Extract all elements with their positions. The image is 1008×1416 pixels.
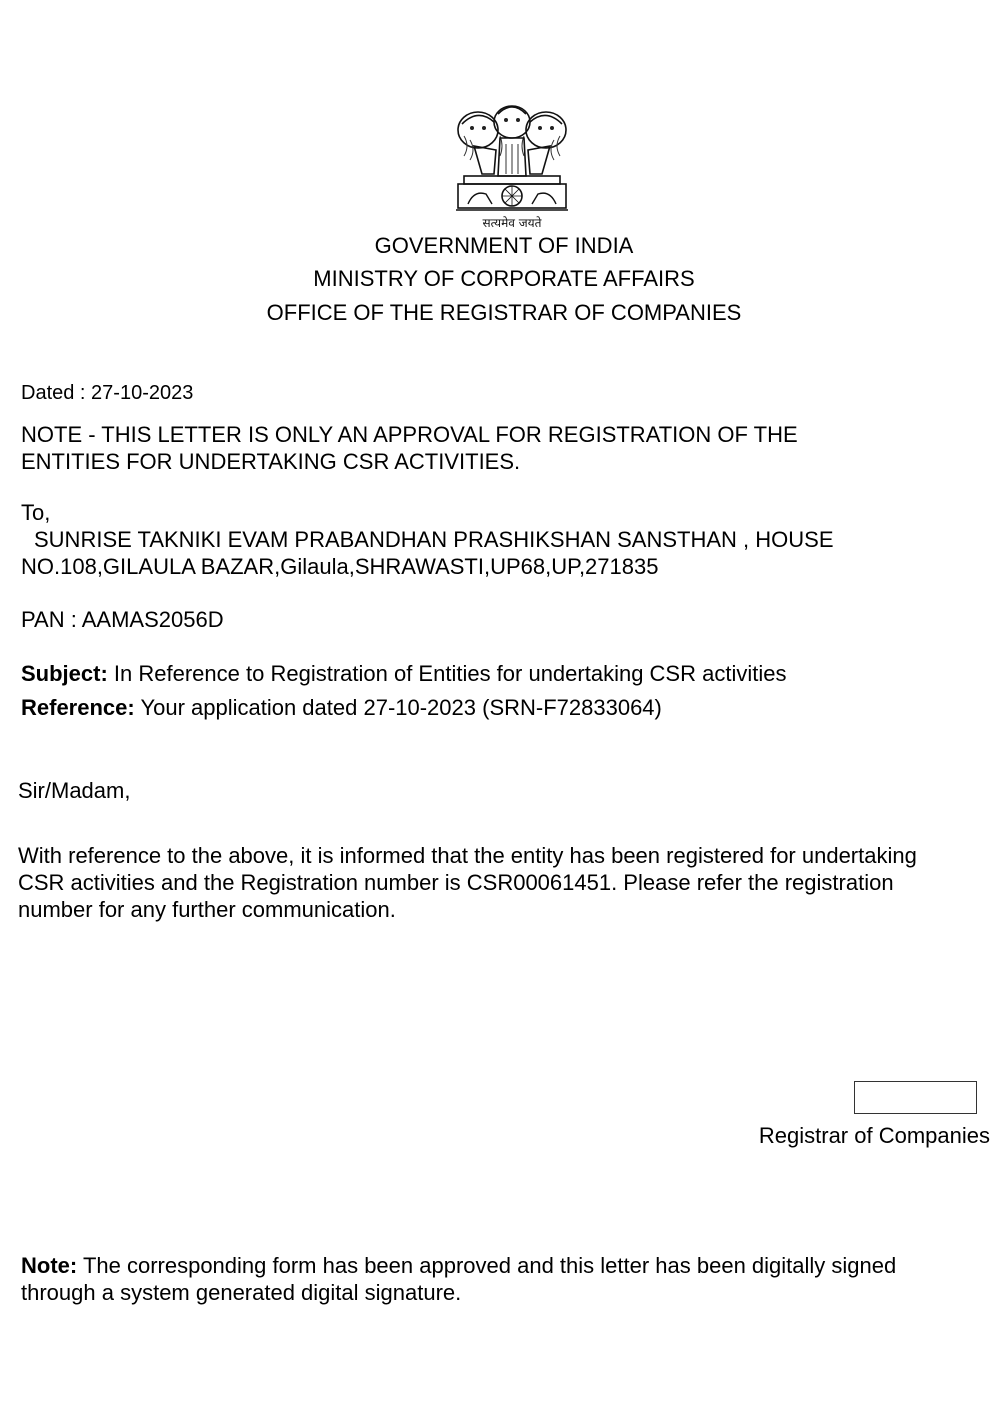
state-emblem-icon [448,100,576,230]
footer-note-label: Note: [21,1253,78,1278]
approval-note-line-2: ENTITIES FOR UNDERTAKING CSR ACTIVITIES. [21,449,521,474]
state-emblem [448,100,576,230]
addressee-line-1: SUNRISE TAKNIKI EVAM PRABANDHAN PRASHIKSHAN SANSTHAN , HOUSE [34,527,834,552]
registrar-title: Registrar of Companies [758,1123,990,1148]
reference-line [21,694,662,721]
header-government: GOVERNMENT OF INDIA [374,233,634,258]
body-line-2: CSR activities and the Registration number is CSR00061451. Please refer the registration [18,870,894,895]
header-office: OFFICE OF THE REGISTRAR OF COMPANIES [266,300,742,325]
pan-line: PAN : AAMAS2056D [21,607,224,632]
header-ministry: MINISTRY OF CORPORATE AFFAIRS [313,266,695,291]
reference-label: Reference: [21,695,135,720]
footer-note-line-1 [21,1252,896,1279]
subject-line [21,660,786,687]
salutation: Sir/Madam, [18,778,131,803]
addressee-line-2: NO.108,GILAULA BAZAR,Gilaula,SHRAWASTI,UP68,UP,271835 [21,554,659,579]
to-label: To, [21,500,51,525]
emblem-motto: सत्यमेव जयते [482,216,542,230]
body-line-3: number for any further communication. [18,897,396,922]
reference-text: Your application dated 27-10-2023 (SRN-F72833064) [140,695,662,720]
dated-line: Dated : 27-10-2023 [21,382,194,404]
footer-note-line-2: through a system generated digital signature. [21,1280,462,1305]
footer-note-text-1: The corresponding form has been approved and this letter has been digitally signed [82,1253,897,1278]
body-line-1: With reference to the above, it is informed that the entity has been registered for undertaking [18,843,917,868]
approval-note-line-1: NOTE - THIS LETTER IS ONLY AN APPROVAL FOR REGISTRATION OF THE [21,422,798,447]
digital-signature-box [854,1081,977,1114]
subject-label: Subject: [21,661,108,686]
subject-text: In Reference to Registration of Entities for undertaking CSR activities [113,661,787,686]
